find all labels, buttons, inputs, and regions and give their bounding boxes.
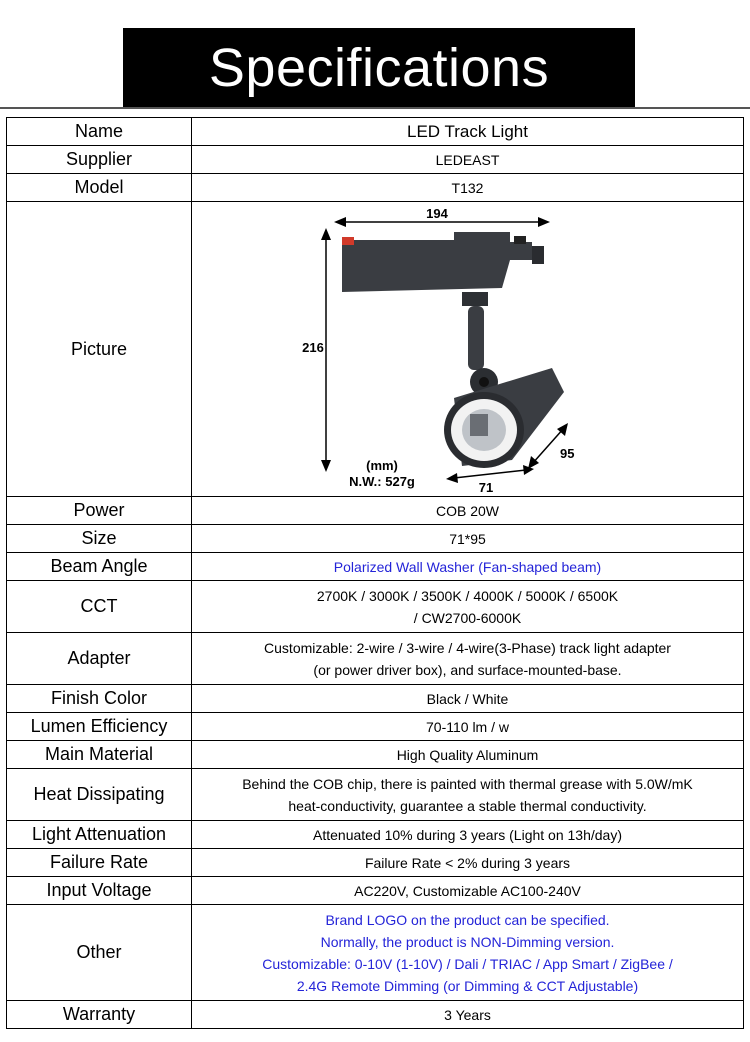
arm <box>462 292 498 396</box>
row-value-light-attenuation: Attenuated 10% during 3 years (Light on 13h/day) <box>192 821 744 849</box>
row-value-main-material: High Quality Aluminum <box>192 741 744 769</box>
lamp-head <box>444 368 564 468</box>
row-value-adapter <box>192 633 744 685</box>
table-row <box>7 769 744 821</box>
row-label-other: Other <box>7 905 192 1001</box>
row-label-light-attenuation: Light Attenuation <box>7 821 192 849</box>
table-row <box>7 1001 744 1029</box>
other-line: Brand LOGO on the product can be specified. <box>325 911 610 928</box>
other-line: Customizable: 0-10V (1-10V) / Dali / TRIAC / App Smart / ZigBee / <box>262 955 673 972</box>
row-label-cct: CCT <box>7 581 192 633</box>
row-value-lumen-efficiency: 70-110 lm / w <box>192 713 744 741</box>
row-label-size: Size <box>7 525 192 553</box>
row-value-picture <box>192 202 744 497</box>
row-label-warranty: Warranty <box>7 1001 192 1029</box>
table-row <box>7 146 744 174</box>
row-label-heat-dissipating: Heat Dissipating <box>7 769 192 821</box>
other-line: 2.4G Remote Dimming (or Dimming & CCT Adjustable) <box>296 977 639 994</box>
track-adapter <box>342 232 544 292</box>
row-label-finish-color: Finish Color <box>7 685 192 713</box>
diameter-label: 71 <box>478 480 494 495</box>
table-row <box>7 685 744 713</box>
row-label-power: Power <box>7 497 192 525</box>
table-row <box>7 174 744 202</box>
page-title: Specifications <box>123 28 635 108</box>
row-label-input-voltage: Input Voltage <box>7 877 192 905</box>
row-value-other <box>192 905 744 1001</box>
depth-label: 95 <box>560 446 575 461</box>
row-value-heat-dissipating <box>192 769 744 821</box>
specifications-table <box>6 117 744 1029</box>
track-light-drawing <box>192 202 744 496</box>
table-row <box>7 905 744 1001</box>
heat-line: Behind the COB chip, there is painted with thermal grease with 5.0W/mK <box>242 775 693 792</box>
row-value-finish-color: Black / White <box>192 685 744 713</box>
row-value-size: 71*95 <box>192 525 744 553</box>
heat-line: heat-conductivity, guarantee a stable thermal conductivity. <box>288 797 647 814</box>
unit-label: (mm) <box>366 458 398 473</box>
row-value-failure-rate: Failure Rate < 2% during 3 years <box>192 849 744 877</box>
row-value-supplier: LEDEAST <box>192 146 744 174</box>
row-label-adapter: Adapter <box>7 633 192 685</box>
row-value-beam-angle: Polarized Wall Washer (Fan-shaped beam) <box>192 553 744 581</box>
row-value-power: COB 20W <box>192 497 744 525</box>
row-label-model: Model <box>7 174 192 202</box>
width-dimension <box>334 206 550 227</box>
row-value-model: T132 <box>192 174 744 202</box>
row-value-input-voltage: AC220V, Customizable AC100-240V <box>192 877 744 905</box>
row-label-name: Name <box>7 118 192 146</box>
title-divider <box>0 107 750 109</box>
weight-label: N.W.: 527g <box>349 474 415 489</box>
row-label-supplier: Supplier <box>7 146 192 174</box>
table-row <box>7 713 744 741</box>
height-label: 216 <box>302 340 324 355</box>
row-label-beam-angle: Beam Angle <box>7 553 192 581</box>
other-line: Normally, the product is NON-Dimming version. <box>320 933 615 950</box>
adapter-line: Customizable: 2-wire / 3-wire / 4-wire(3-Phase) track light adapter <box>264 639 671 656</box>
table-row <box>7 525 744 553</box>
adapter-line: (or power driver box), and surface-mounted-base. <box>313 661 622 678</box>
row-label-picture: Picture <box>7 202 192 497</box>
table-row <box>7 821 744 849</box>
row-label-main-material: Main Material <box>7 741 192 769</box>
table-row <box>7 202 744 497</box>
table-row <box>7 741 744 769</box>
row-label-failure-rate: Failure Rate <box>7 849 192 877</box>
row-value-cct <box>192 581 744 633</box>
table-row <box>7 581 744 633</box>
diameter-dimension <box>446 465 534 495</box>
product-picture <box>192 202 743 496</box>
cct-line: 2700K / 3000K / 3500K / 4000K / 5000K / 6500K <box>316 587 619 604</box>
table-row <box>7 633 744 685</box>
table-row <box>7 497 744 525</box>
row-value-warranty: 3 Years <box>192 1001 744 1029</box>
table-row <box>7 877 744 905</box>
row-value-name: LED Track Light <box>192 118 744 146</box>
cct-line: / CW2700-6000K <box>413 609 522 626</box>
width-label: 194 <box>426 206 448 221</box>
table-row <box>7 849 744 877</box>
table-row <box>7 553 744 581</box>
height-dimension <box>302 228 331 472</box>
row-label-lumen-efficiency: Lumen Efficiency <box>7 713 192 741</box>
table-row <box>7 118 744 146</box>
